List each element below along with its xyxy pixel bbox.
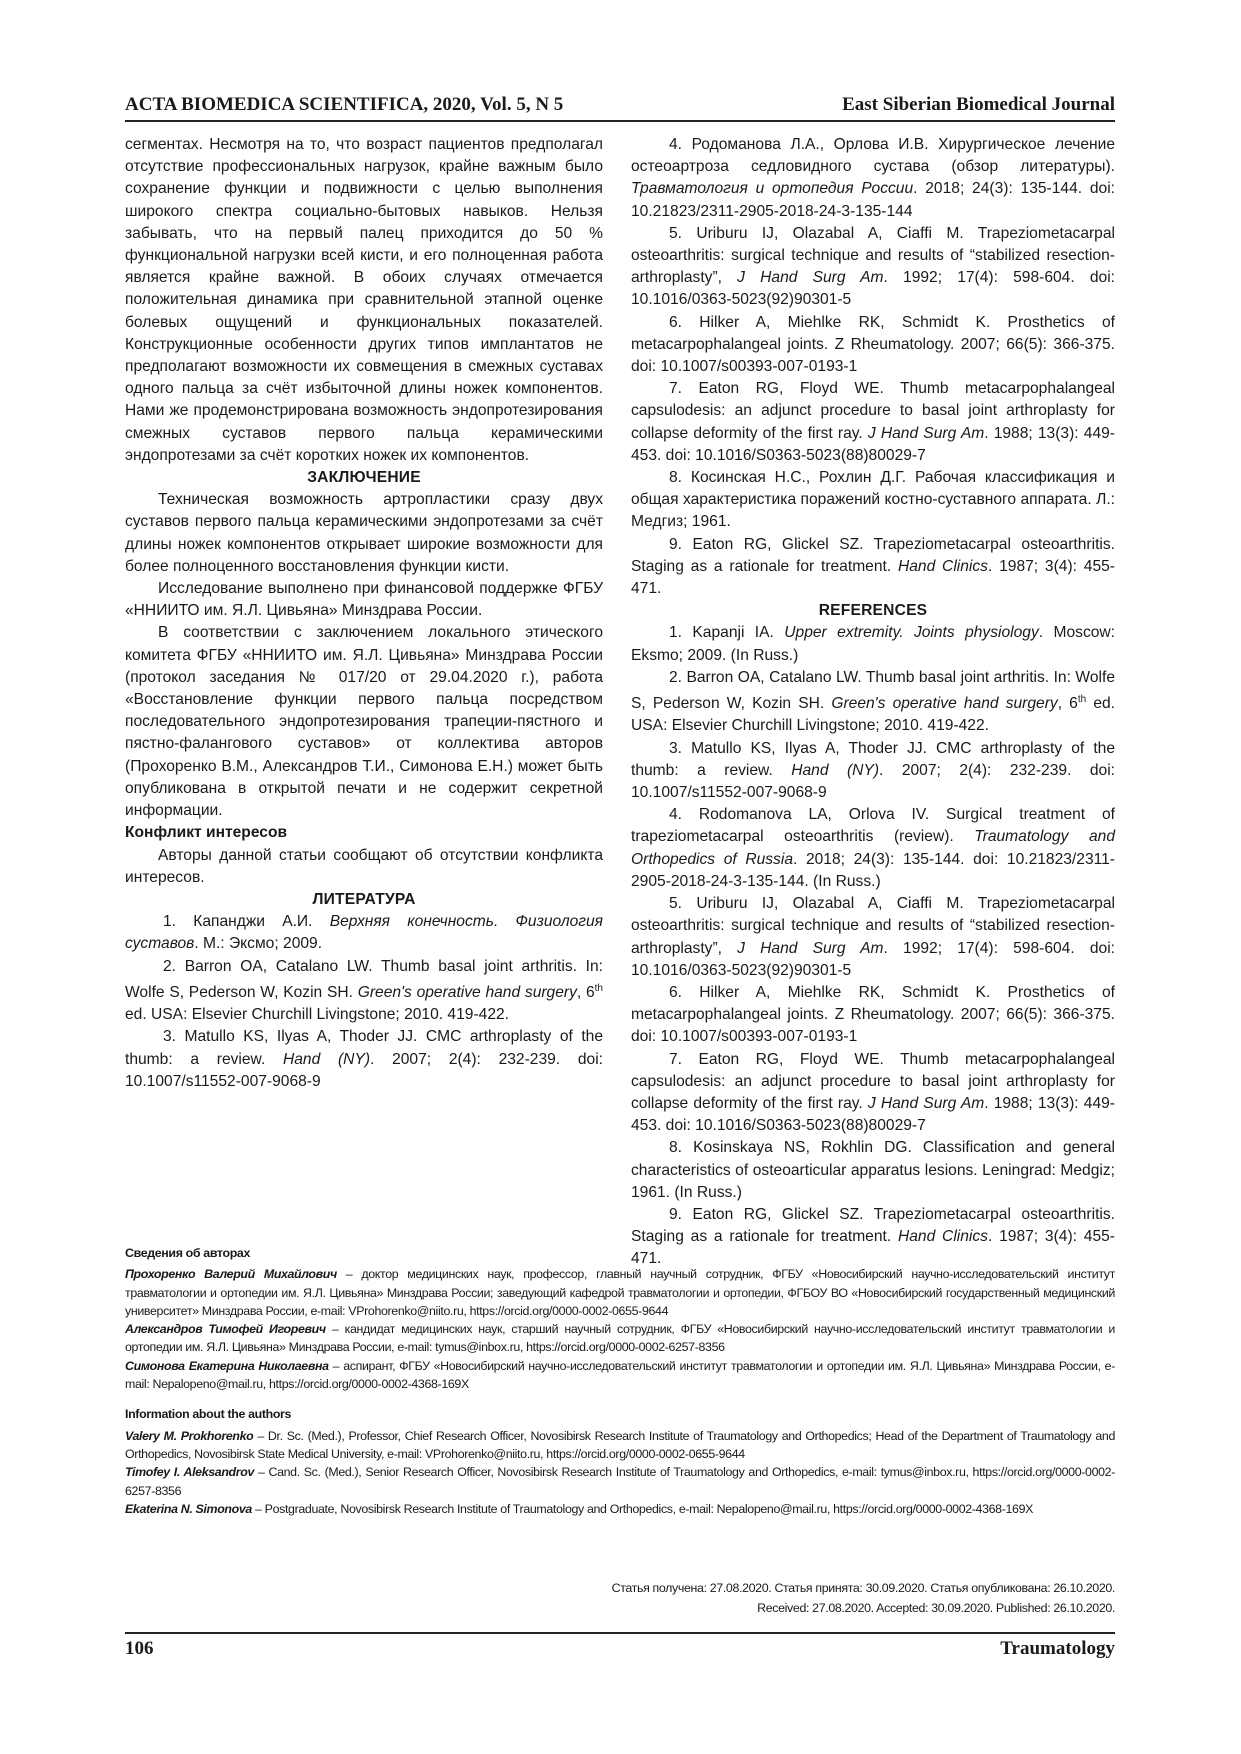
reference-item: 4. Rodomanova LA, Orlova IV. Surgical treatment of trapeziometacarpal osteoarthritis (review). Traumatology and Orthopedics of Russia. 2018; 24(3): 135-144. doi: 10.21823/2311-2905-2018-24-3-135-144. (In Russ.) — [631, 806, 1115, 890]
body-paragraph: Техническая возможность артропластики сразу двух суставов первого пальца керамическими эндопротезами за счёт длины ножек компонентов открывает широкие возможности для более полноценного восстановления функции кисти. — [125, 491, 603, 575]
section-title-conclusion: ЗАКЛЮЧЕНИЕ — [307, 469, 421, 487]
section-title-references: REFERENCES — [818, 602, 928, 620]
author-entry: Valery M. Prokhorenko – Dr. Sc. (Med.), Professor, Chief Research Officer, Novosibirsk Research Institute of Traumatology and Orthopedics; Head of the Department of Traumatology and Orthopedics, Novosibirsk State Medical University, e-mail: VProhorenko@niito.ru, https://orcid.org/0000-0002-0655-9644 — [125, 1428, 1116, 1461]
author-entry: Прохоренко Валерий Михайлович – доктор медицинских наук, профессор, главный научный сотрудник, ФГБУ «Новосибирский научно-исследовательский институт травматологии и ортопедии им. Я.Л. Цивьяна» Минздрава России; заведующий кафедрой травматологии и ортопедии, ФГБОУ ВО «Новосибирский государственный медицинский университет» Минздрава России, e-mail: VProhorenko@niito.ru, https://orcid.org/0000-0002-0655-9644 — [125, 1267, 1115, 1318]
page-number: 106 — [125, 1638, 154, 1659]
reference-item: 3. Matullo KS, Ilyas A, Thoder JJ. CMC arthroplasty of the thumb: a review. Hand (NY). 2007; 2(4): 232-239. doi: 10.1007/s11552-007-9068-9 — [631, 739, 1115, 802]
journal-title-en: East Siberian Biomedical Journal — [842, 94, 1115, 115]
author-entry: Timofey I. Aleksandrov – Cand. Sc. (Med.), Senior Research Officer, Novosibirsk Research Institute of Traumatology and Orthopedics, e-mail: tymus@inbox.ru, https://orcid.org/0000-0002-6257-8356 — [125, 1465, 1115, 1498]
reference-item: 4. Родоманова Л.А., Орлова И.В. Хирургическое лечение остеоартроза седловидного сустава (обзор литературы). Травматология и ортопедия России. 2018; 24(3): 135-144. doi: 10.21823/2311-2905-2018-24-3-135-144 — [631, 136, 1116, 220]
reference-item: 2. Barron OA, Catalano LW. Thumb basal joint arthritis. In: Wolfe S, Pederson W, Kozin SH. Green's operative hand surgery, 6th ed. USA: Elsevier Churchill Livingstone; 2010. 419-422. — [631, 668, 1115, 735]
reference-item: 6. Hilker A, Miehlke RK, Schmidt K. Prosthetics of metacarpophalangeal joints. Z Rheumatology. 2007; 66(5): 366-375. doi: 10.1007/s00393-007-0193-1 — [631, 983, 1115, 1046]
body-paragraph: сегментах. Несмотря на то, что возраст пациентов предполагал отсутствие профессиональных нагрузок, крайне важным было сохранение функции и подвижности с целью выполнения широкого спектра социально-бытовых навыков. Нельзя забывать, что на первый палец приходится до 50 % функциональной нагрузки всей кисти, и его полноценная работа является крайне важной. В обоих случаях отмечается положительная динамика при сравнительной этапной оценке болевых ощущений и функциональных показателей. Конструкционные особенности других типов имплантатов не предполагают возможности их совмещения в смежных суставах одного пальца за счёт избыточной длины ножек компонентов. Нами же продемонстрирована возможность эндопротезирования смежных суставов первого пальца керамическими эндопротезами за счёт коротких ножек их компонентов. — [125, 136, 603, 464]
author-entry: Александров Тимофей Игоревич – кандидат медицинских наук, старший научный сотрудник, ФГБУ «Новосибирский научно-исследовательский институт травматологии и ортопедии им. Я.Л. Цивьяна» Минздрава России, e-mail: tymus@inbox.ru, https://orcid.org/0000-0002-6257-8356 — [125, 1322, 1116, 1355]
subsection-title-conflict: Конфликт интересов — [125, 824, 288, 842]
running-footer — [125, 1638, 1115, 1664]
reference-item: 7. Eaton RG, Floyd WE. Thumb metacarpophalangeal capsulodesis: an adjunct procedure to basal joint arthroplasty for collapse deformity of the first ray. J Hand Surg Am. 1988; 13(3): 449-453. doi: 10.1016/S0363-5023(88)80029-7 — [631, 1050, 1115, 1135]
section-name: Traumatology — [1000, 1638, 1115, 1659]
article-dates — [415, 1578, 1115, 1618]
reference-item: 9. Eaton RG, Glickel SZ. Trapeziometacarpal osteoarthritis. Staging as a rationale for treatment. Hand Clinics. 1987; 3(4): 455-471. — [631, 1205, 1115, 1268]
authors-heading-ru: Сведения об авторах — [125, 1246, 251, 1260]
author-entry: Ekaterina N. Simonova – Postgraduate, Novosibirsk Research Institute of Traumatology and Orthopedics, e-mail: Nepalopeno@mail.ru, https://orcid.org/0000-0002-4368-169X — [125, 1501, 1034, 1516]
authors-info — [125, 1244, 1115, 1518]
reference-item: 1. Kapanji IA. Upper extremity. Joints physiology. Moscow: Eksmo; 2009. (In Russ.) — [631, 624, 1116, 664]
reference-item: 6. Hilker A, Miehlke RK, Schmidt K. Prosthetics of metacarpophalangeal joints. Z Rheumatology. 2007; 66(5): 366-375. doi: 10.1007/s00393-007-0193-1 — [631, 313, 1115, 376]
reference-item: 9. Eaton RG, Glickel SZ. Trapeziometacarpal osteoarthritis. Staging as a rationale for treatment. Hand Clinics. 1987; 3(4): 455-471. — [631, 535, 1115, 598]
body-paragraph: Исследование выполнено при финансовой поддержке ФГБУ «ННИИТО им. Я.Л. Цивьяна» Минздрава России. — [125, 580, 603, 620]
reference-item: 2. Barron OA, Catalano LW. Thumb basal joint arthritis. In: Wolfe S, Pederson W, Kozin SH. Green's operative hand surgery, 6th ed. USA: Elsevier Churchill Livingstone; 2010. 419-422. — [125, 957, 603, 1024]
reference-item: 8. Kosinskaya NS, Rokhlin DG. Classification and general characteristics of osteoarticular apparatus lesions. Leningrad: Medgiz; 1961. (In Russ.) — [631, 1139, 1115, 1201]
journal-title: ACTA BIOMEDICA SCIENTIFICA, 2020, Vol. 5, N 5 — [125, 94, 564, 115]
reference-item: 3. Matullo KS, Ilyas A, Thoder JJ. CMC arthroplasty of the thumb: a review. Hand (NY). 2007; 2(4): 232-239. doi: 10.1007/s11552-007-9068-9 — [125, 1028, 603, 1090]
header-rule — [125, 120, 1115, 122]
running-header — [125, 94, 1115, 122]
body-paragraph: В соответствии с заключением локального этического комитета ФГБУ «ННИИТО им. Я.Л. Цивьяна» Минздрава России (протокол заседания № 017/20 от 29.04.2020 г.), работа «Восстановление функции первого пальца посредством последовательного эндопротезирования трапеции-пястного и пястно-фалангового суставов» от коллектива авторов (Прохоренко В.М., Александров Т.И., Симонова Е.Н.) может быть опубликована в открытой печати и не содержит секретной информации. — [125, 624, 603, 820]
author-entry: Симонова Екатерина Николаевна – аспирант, ФГБУ «Новосибирский научно-исследовательский институт травматологии и ортопедии им. Я.Л. Цивьяна» Минздрава России, e-mail: Nepalopeno@mail.ru, https://orcid.org/0000-0002-4368-169X — [125, 1358, 1115, 1392]
reference-item: 8. Косинская Н.С., Рохлин Д.Г. Рабочая классификация и общая характеристика поражений костно-суставного аппарата. Л.: Медгиз; 1961. — [631, 469, 1115, 531]
reference-item: 1. Капанджи А.И. Верхняя конечность. Физиология суставов. М.: Эксмо; 2009. — [125, 913, 603, 953]
left-column — [125, 134, 603, 1093]
authors-heading-en: Information about the authors — [125, 1407, 292, 1422]
reference-item: 5. Uriburu IJ, Olazabal A, Ciaffi M. Trapeziometacarpal osteoarthritis: surgical technique and results of “stabilized resection-arthroplasty”, J Hand Surg Am. 1992; 17(4): 598-604. doi: 10.1016/0363-5023(92)90301-5 — [631, 224, 1115, 309]
reference-item: 5. Uriburu IJ, Olazabal A, Ciaffi M. Trapeziometacarpal osteoarthritis: surgical technique and results of “stabilized resection-arthroplasty”, J Hand Surg Am. 1992; 17(4): 598-604. doi: 10.1016/0363-5023(92)90301-5 — [631, 895, 1115, 979]
section-title-literature: ЛИТЕРАТУРА — [312, 890, 416, 908]
dates-ru: Статья получена: 27.08.2020. Статья принята: 30.09.2020. Статья опубликована: 26.10.2020. — [611, 1581, 1115, 1595]
body-paragraph: Авторы данной статьи сообщают об отсутствии конфликта интересов. — [125, 846, 603, 886]
dates-en: Received: 27.08.2020. Accepted: 30.09.2020. Published: 26.10.2020. — [757, 1601, 1115, 1615]
reference-item: 7. Eaton RG, Floyd WE. Thumb metacarpophalangeal capsulodesis: an adjunct procedure to basal joint arthroplasty for collapse deformity of the first ray. J Hand Surg Am. 1988; 13(3): 449-453. doi: 10.1016/S0363-5023(88)80029-7 — [631, 380, 1115, 464]
footer-rule — [125, 1632, 1115, 1634]
right-column — [631, 134, 1115, 1271]
